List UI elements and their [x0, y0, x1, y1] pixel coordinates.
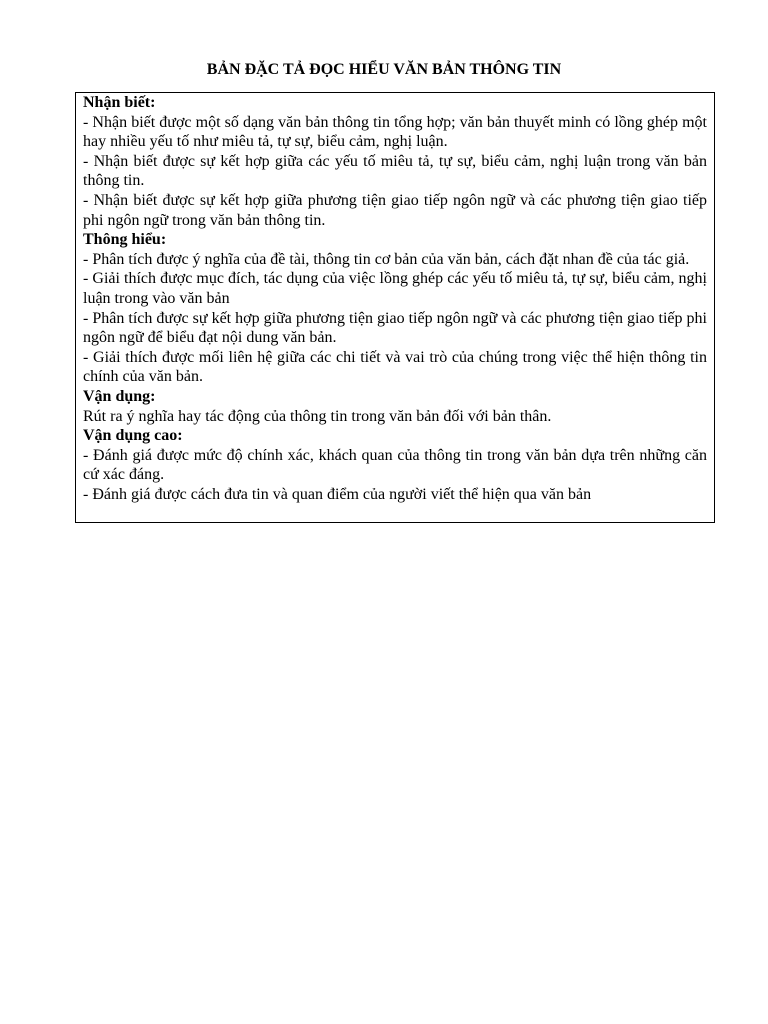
section-heading: Nhận biết:	[83, 94, 156, 111]
section-van-dung-cao	[83, 426, 707, 504]
section-heading: Thông hiểu:	[83, 231, 167, 249]
section-line: - Nhận biết được một số dạng văn bản thông tin tổng hợp; văn bản thuyết minh có lồng ghép một hay nhiều yếu tố như miêu tả, tự sự, biểu cảm, nghị luận.	[83, 113, 707, 151]
section-line: - Nhận biết được sự kết hợp giữa phương tiện giao tiếp ngôn ngữ và các phương tiện giao tiếp phi ngôn ngữ trong văn bản thông tin.	[83, 191, 707, 229]
section-line: - Giải thích được mối liên hệ giữa các chi tiết và vai trò của chúng trong việc thể hiện thông tin chính của văn bản.	[83, 348, 707, 386]
section-nhan-biet	[83, 93, 707, 230]
section-line: - Nhận biết được sự kết hợp giữa các yếu tố miêu tả, tự sự, biểu cảm, nghị luận trong văn bản thông tin.	[83, 152, 707, 190]
specification-box	[75, 92, 715, 523]
section-thong-hieu	[83, 230, 707, 387]
section-line: Rút ra ý nghĩa hay tác động của thông tin trong văn bản đối với bản thân.	[83, 407, 552, 425]
document-title: BẢN ĐẶC TẢ ĐỌC HIỂU VĂN BẢN THÔNG TIN	[206, 61, 562, 78]
section-van-dung	[83, 387, 707, 426]
section-line: - Phân tích được ý nghĩa của đề tài, thông tin cơ bản của văn bản, cách đặt nhan đề của tác giả.	[83, 250, 690, 268]
section-line: - Đánh giá được mức độ chính xác, khách quan của thông tin trong văn bản dựa trên những căn cứ xác đáng.	[83, 446, 707, 484]
section-heading: Vận dụng:	[83, 387, 156, 405]
section-line: - Đánh giá được cách đưa tin và quan điểm của người viết thể hiện qua văn bản	[83, 485, 592, 503]
section-line: - Phân tích được sự kết hợp giữa phương tiện giao tiếp ngôn ngữ và các phương tiện giao tiếp phi ngôn ngữ để biểu đạt nội dung văn bản.	[83, 309, 707, 347]
section-line: - Giải thích được mục đích, tác dụng của việc lồng ghép các yếu tố miêu tả, tự sự, biểu cảm, nghị luận trong vào văn bản	[83, 270, 707, 307]
section-heading: Vận dụng cao:	[83, 427, 183, 445]
